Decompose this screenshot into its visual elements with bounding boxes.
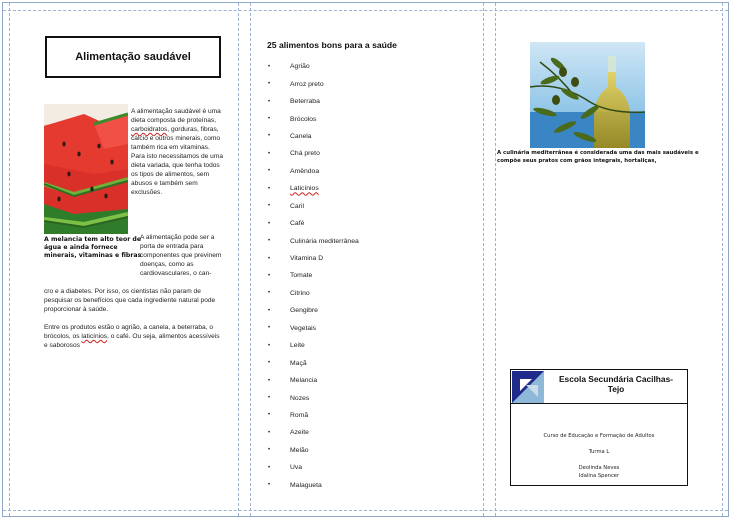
list-item-label: Melancia — [290, 377, 318, 385]
list-item[interactable] — [268, 389, 359, 406]
list-item[interactable] — [268, 75, 359, 92]
bullet-icon: • — [268, 116, 271, 123]
bullet-icon: • — [268, 464, 271, 471]
bullet-icon: • — [268, 168, 271, 175]
list-item-label: Vitamina D — [290, 255, 324, 263]
list-item-label: Brócolos — [290, 115, 317, 123]
bullet-icon: • — [268, 429, 271, 436]
list-item[interactable] — [268, 477, 359, 494]
bullet-icon: • — [268, 81, 271, 88]
list-item[interactable] — [268, 372, 359, 389]
bullet-icon: • — [268, 290, 271, 297]
text-run: , gorduras, fibras, cálcio e outros minerais, como também rica em vitaminas. Para isto necessitamos de uma dieta variada, que tenha todos os tipos de alimentos, sem abusos e também sem exclusões. — [131, 126, 223, 196]
watermelon-image[interactable] — [44, 104, 128, 234]
list-item-label: Leite — [290, 342, 305, 350]
list-item-label: Agrião — [290, 63, 310, 71]
list-item-label: Tomate — [290, 272, 313, 280]
list-item-label: Gengibre — [290, 307, 318, 315]
bullet-icon: • — [268, 255, 271, 262]
bullet-icon: • — [268, 447, 271, 454]
list-item[interactable] — [268, 337, 359, 354]
spellcheck-word: laticínios — [81, 333, 108, 340]
author-name: Deolinda Neves — [578, 465, 620, 471]
list-item[interactable] — [268, 442, 359, 459]
list-item[interactable] — [268, 58, 359, 75]
column-guide — [238, 3, 239, 516]
column-guide — [483, 3, 484, 516]
list-item[interactable] — [268, 180, 359, 197]
prevention-paragraph-continued[interactable]: cro e a diabetes. Por isso, os cientistas não param de pesquisar os benefícios que cada ingrediente natural pode proporcionar à saúde. — [44, 288, 216, 313]
foods-list-title[interactable]: 25 alimentos bons para a saúde — [267, 40, 397, 50]
bullet-icon: • — [268, 185, 271, 192]
list-item-label: Nozes — [290, 394, 310, 402]
watermelon-caption[interactable]: A melancia tem alto teor de água e ainda fornece minerais, vitaminas e fibras — [44, 236, 142, 259]
bullet-icon: • — [268, 412, 271, 419]
list-item-label: Romã — [290, 411, 309, 419]
prevention-paragraph[interactable]: A alimentação pode ser a porta de entrada para componentes que previnem doenças, como as cardiovasculares, o can- — [140, 234, 222, 277]
list-item[interactable] — [268, 459, 359, 476]
list-item-label: Vegetais — [290, 324, 317, 332]
list-item[interactable] — [268, 215, 359, 232]
bullet-icon: • — [268, 325, 271, 332]
list-item[interactable] — [268, 93, 359, 110]
list-item-label: Amêndoa — [290, 167, 320, 175]
list-item[interactable] — [268, 145, 359, 162]
list-item-label: Laticínios — [290, 185, 319, 193]
bullet-icon: • — [268, 482, 271, 489]
margin-guide — [722, 3, 723, 516]
column-guide — [495, 3, 496, 516]
margin-guide — [3, 510, 728, 511]
list-item[interactable] — [268, 128, 359, 145]
school-info-card[interactable] — [510, 369, 688, 486]
bullet-icon: • — [268, 220, 271, 227]
list-item[interactable] — [268, 354, 359, 371]
bullet-icon: • — [268, 203, 271, 210]
bullet-icon: • — [268, 395, 271, 402]
list-item[interactable] — [268, 232, 359, 249]
list-item-label: Culinária mediterrânea — [290, 237, 359, 245]
bullet-icon: • — [268, 342, 271, 349]
list-item-label: Caril — [290, 202, 304, 210]
list-item-label: Uva — [290, 464, 303, 472]
products-paragraph[interactable] — [44, 323, 224, 350]
class-name: Turma L — [588, 449, 610, 455]
course-name: Curso de Educação e Formação de Adultos — [543, 433, 655, 439]
foods-list[interactable] — [268, 58, 359, 494]
list-item-label: Café — [290, 220, 305, 228]
leaflet-title[interactable]: Alimentação saudável — [45, 36, 221, 78]
list-item-label: Maçã — [290, 359, 307, 367]
list-item[interactable] — [268, 407, 359, 424]
bullet-icon: • — [268, 377, 271, 384]
list-item[interactable] — [268, 198, 359, 215]
olive-oil-image[interactable] — [530, 42, 645, 148]
list-item-label: Citrino — [290, 289, 310, 297]
text-run: , o café. Ou seja, alimentos acessíveis e saborosos — [44, 333, 220, 349]
list-item[interactable] — [268, 302, 359, 319]
school-header — [511, 370, 687, 404]
spellcheck-word: carboidratos — [131, 126, 168, 133]
list-item[interactable] — [268, 267, 359, 284]
list-item[interactable] — [268, 320, 359, 337]
school-logo-icon — [512, 371, 544, 403]
bullet-icon: • — [268, 272, 271, 279]
list-item[interactable] — [268, 163, 359, 180]
intro-paragraph[interactable] — [131, 107, 223, 197]
list-item-label: Arroz preto — [290, 80, 324, 88]
list-item-label: Beterraba — [290, 98, 320, 106]
bullet-icon: • — [268, 98, 271, 105]
list-item[interactable] — [268, 250, 359, 267]
list-item[interactable] — [268, 424, 359, 441]
text-run: Entre os produtos estão o agrião, a canela, a beterraba, o brócolos, os — [44, 324, 213, 340]
list-item-label: Melão — [290, 446, 309, 454]
column-guide — [250, 3, 251, 516]
margin-guide — [3, 10, 728, 11]
list-item-label: Azeite — [290, 429, 309, 437]
list-item[interactable] — [268, 285, 359, 302]
bullet-icon: • — [268, 238, 271, 245]
list-item-label: Canela — [290, 132, 312, 140]
school-name: Escola Secundária Cacilhas-Tejo — [558, 374, 674, 394]
mediterranean-caption[interactable]: A culinária mediterrânea é considerada uma das mais saudáveis e compõe seus pratos com grãos integrais, hortaliças, — [497, 150, 699, 164]
bullet-icon: • — [268, 307, 271, 314]
text-run: A alimentação saudável é uma dieta composta de proteínas, — [131, 108, 221, 124]
bullet-icon: • — [268, 133, 271, 140]
list-item-label: Chá preto — [290, 150, 320, 158]
author-name: Idalina Spencer — [578, 473, 620, 479]
list-item[interactable] — [268, 110, 359, 127]
margin-guide — [9, 3, 10, 516]
bullet-icon: • — [268, 360, 271, 367]
list-item-label: Malagueta — [290, 481, 322, 489]
bullet-icon: • — [268, 63, 271, 70]
bullet-icon: • — [268, 150, 271, 157]
